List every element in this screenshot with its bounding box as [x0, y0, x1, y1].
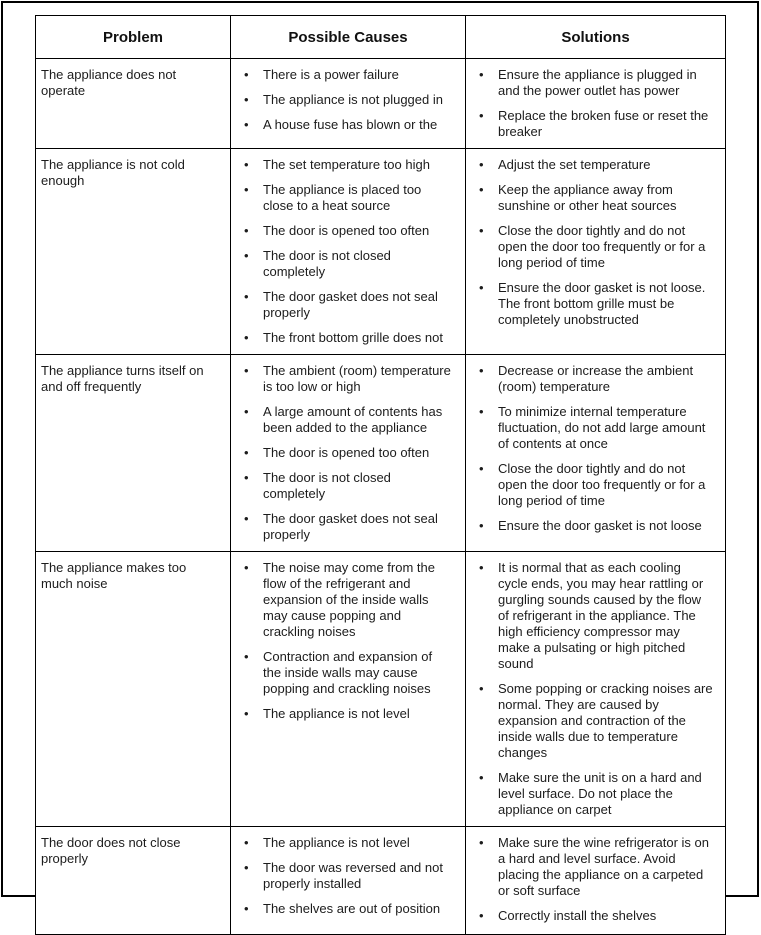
causes-cell	[231, 149, 466, 355]
table-body	[36, 59, 726, 935]
cause-item: • The door is opened too often	[231, 445, 457, 461]
causes-list	[231, 560, 457, 722]
cause-item: • The door is not closed completely	[231, 248, 457, 280]
causes-cell	[231, 355, 466, 552]
cause-item: • The appliance is not level	[231, 835, 457, 851]
causes-cell	[231, 59, 466, 149]
solutions-list	[466, 157, 717, 328]
cause-item: • A large amount of contents has been added to the appliance	[231, 404, 457, 436]
cause-item: • There is a power failure	[231, 67, 457, 83]
solution-item: • It is normal that as each cooling cycle ends, you may hear rattling or gurgling sounds caused by the flow of refrigerant in the appliance. The high efficiency compressor may make a pulsating or high pitched sound	[466, 560, 717, 672]
causes-cell	[231, 827, 466, 935]
cause-item: • The door gasket does not seal properly	[231, 289, 457, 321]
cause-item: • The door is opened too often	[231, 223, 457, 239]
cause-item: • The door was reversed and not properly installed	[231, 860, 457, 892]
table-row	[36, 355, 726, 552]
solution-item: • Replace the broken fuse or reset the breaker	[466, 108, 717, 140]
solutions-list	[466, 67, 717, 140]
solution-item: • Adjust the set temperature	[466, 157, 717, 173]
solutions-cell	[466, 552, 726, 827]
solution-item: • Ensure the door gasket is not loose. The front bottom grille must be completely unobstructed	[466, 280, 717, 328]
problem-cell: The appliance turns itself on and off frequently	[36, 355, 231, 552]
causes-list	[231, 67, 457, 133]
solutions-cell	[466, 355, 726, 552]
causes-cell	[231, 552, 466, 827]
table-row	[36, 149, 726, 355]
cause-item: • The noise may come from the flow of the refrigerant and expansion of the inside walls may cause popping and crackling noises	[231, 560, 457, 640]
solution-item: • Close the door tightly and do not open the door too frequently or for a long period of time	[466, 461, 717, 509]
problem-cell: The appliance makes too much noise	[36, 552, 231, 827]
cause-item: • The front bottom grille does not	[231, 330, 457, 346]
solutions-cell	[466, 149, 726, 355]
cause-item: • The appliance is not level	[231, 706, 457, 722]
cause-item: • Contraction and expansion of the inside walls may cause popping and crackling noises	[231, 649, 457, 697]
cause-item: • The appliance is not plugged in	[231, 92, 457, 108]
header-row	[36, 16, 726, 59]
cause-item: • The door is not closed completely	[231, 470, 457, 502]
solution-item: • Ensure the door gasket is not loose	[466, 518, 717, 534]
cause-item: • The shelves are out of position	[231, 901, 457, 917]
col-header-solutions: Solutions	[466, 16, 726, 59]
solution-item: • Ensure the appliance is plugged in and the power outlet has power	[466, 67, 717, 99]
solutions-cell	[466, 827, 726, 935]
solutions-list	[466, 560, 717, 818]
problem-cell: The appliance does not operate	[36, 59, 231, 149]
solutions-list	[466, 363, 717, 534]
solution-item: • Decrease or increase the ambient (room) temperature	[466, 363, 717, 395]
table-row	[36, 827, 726, 935]
solution-item: • Make sure the wine refrigerator is on a hard and level surface. Avoid placing the appliance on a carpeted or soft surface	[466, 835, 717, 899]
col-header-possible-causes: Possible Causes	[231, 16, 466, 59]
problem-cell: The appliance is not cold enough	[36, 149, 231, 355]
cause-item: • A house fuse has blown or the	[231, 117, 457, 133]
table-row	[36, 552, 726, 827]
problem-cell: The door does not close properly	[36, 827, 231, 935]
col-header-problem: Problem	[36, 16, 231, 59]
solution-item: • Some popping or cracking noises are normal. They are caused by expansion and contraction of the inside walls due to temperature changes	[466, 681, 717, 761]
cause-item: • The door gasket does not seal properly	[231, 511, 457, 543]
cause-item: • The appliance is placed too close to a heat source	[231, 182, 457, 214]
solution-item: • To minimize internal temperature fluctuation, do not add large amount of contents at once	[466, 404, 717, 452]
causes-list	[231, 835, 457, 917]
causes-list	[231, 363, 457, 543]
cause-item: • The set temperature too high	[231, 157, 457, 173]
solution-item: • Keep the appliance away from sunshine or other heat sources	[466, 182, 717, 214]
solutions-cell	[466, 59, 726, 149]
table-row	[36, 59, 726, 149]
solution-item: • Make sure the unit is on a hard and level surface. Do not place the appliance on carpet	[466, 770, 717, 818]
troubleshooting-table	[35, 15, 726, 935]
cause-item: • The ambient (room) temperature is too low or high	[231, 363, 457, 395]
causes-list	[231, 157, 457, 346]
solution-item: • Close the door tightly and do not open the door too frequently or for a long period of time	[466, 223, 717, 271]
solution-item: • Correctly install the shelves	[466, 908, 717, 924]
